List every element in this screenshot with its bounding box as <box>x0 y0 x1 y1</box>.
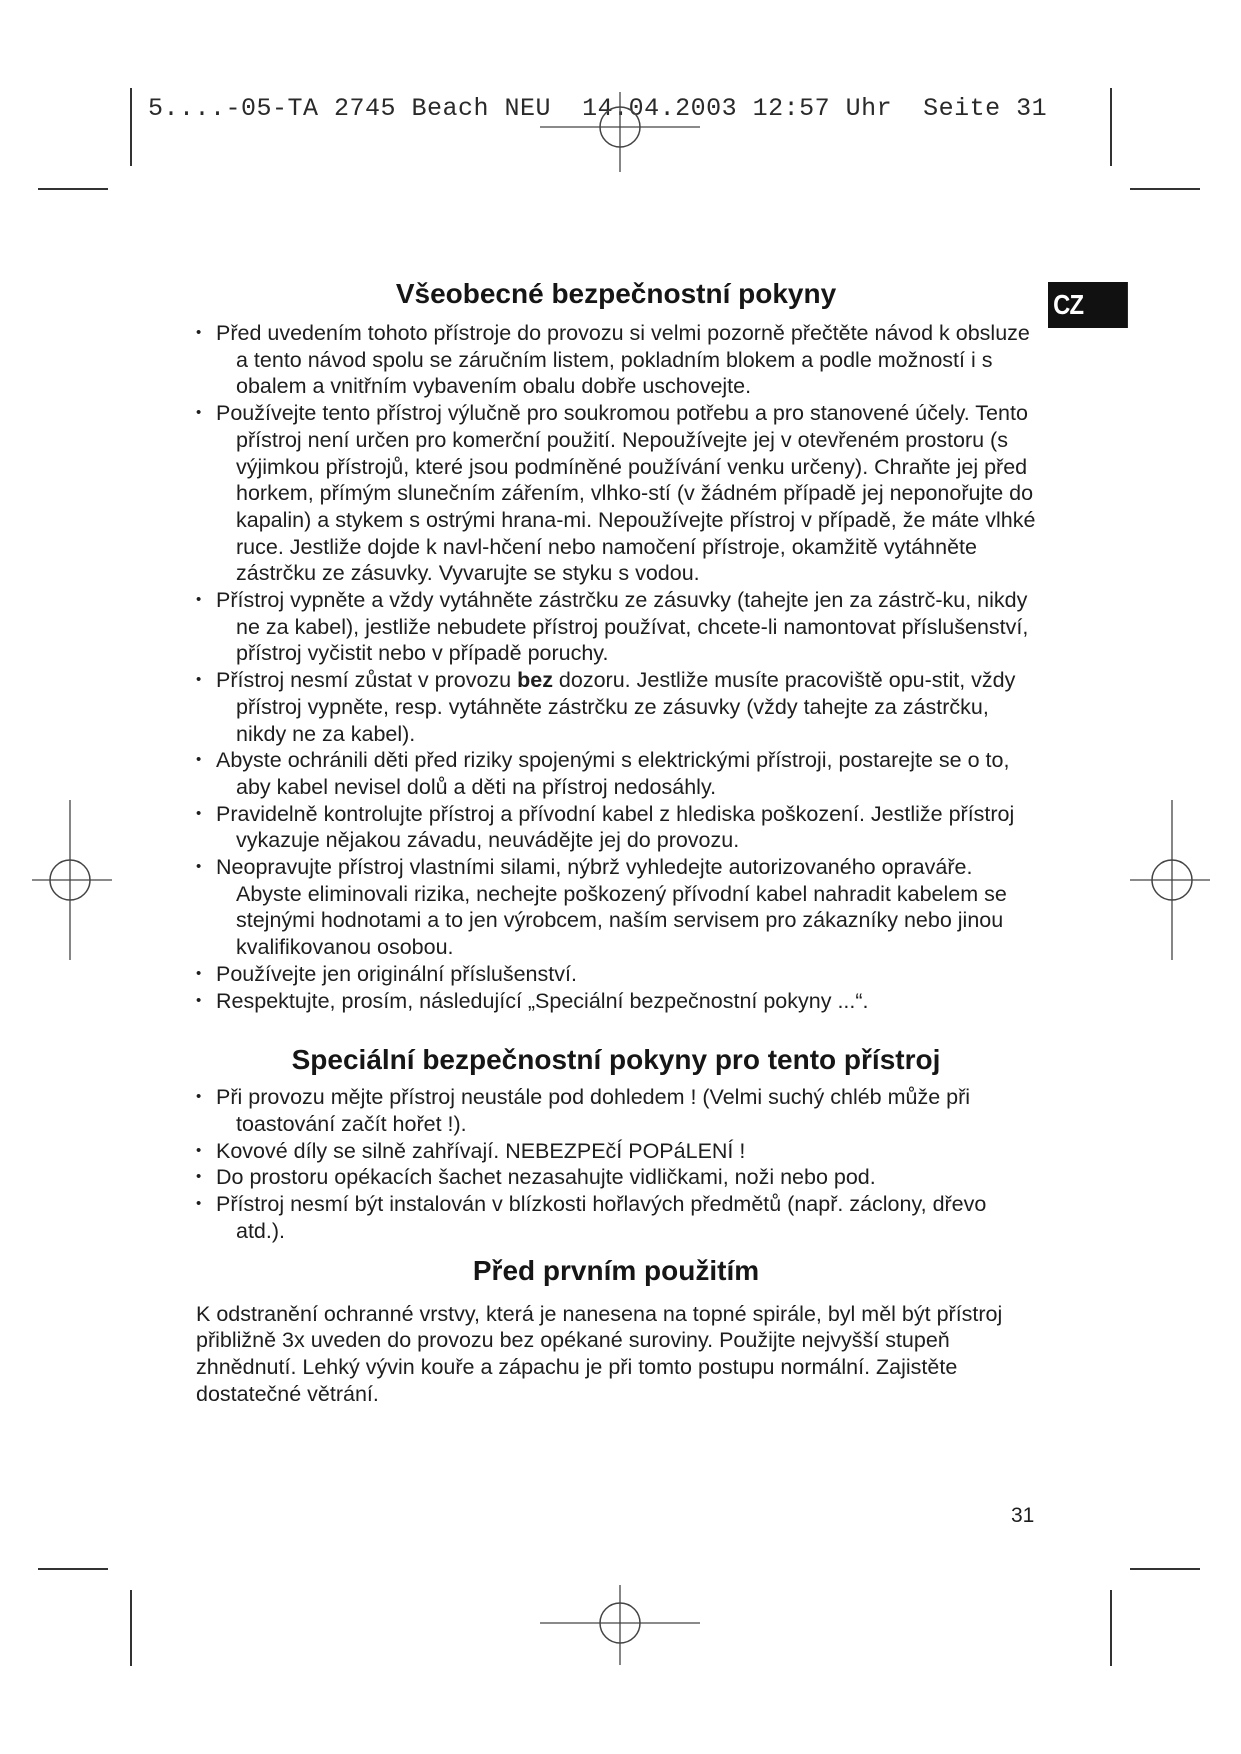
list-item: • Před uvedením tohoto přístroje do provozu si velmi pozorně přečtěte návod k obsluze a tento návod spolu se záručním listem, pokladním blokem a podle možností i s obalem a vnitřním vybavením obalu dobře uschovejte. <box>196 320 1036 400</box>
list-item: • Přístroj vypněte a vždy vytáhněte zástrčku ze zásuvky (tahejte jen za zástrč-ku, nikdy ne za kabel), jestliže nebudete přístroj používat, chcete-li namontovat příslušenství, přístroj vyčistit nebo v případě poruchy. <box>196 587 1036 667</box>
list-item: • Přístroj nesmí být instalován v blízkosti hořlavých předmětů (např. záclony, dřevo atd.). <box>196 1191 1036 1244</box>
print-header: 5....-05-TA 2745 Beach NEU 14.04.2003 12:57 Uhr Seite 31 <box>148 94 1048 123</box>
first-use-paragraph: K odstranění ochranné vrstvy, která je nanesena na topné spirále, byl měl být přístroj přibližně 3x uveden do provozu bez opékané suroviny. Použijte nejvyšší stupeň zhnědnutí. Lehký vývin kouře a zápachu je při tomto postupu normální. Zajistěte dostatečné větrání. <box>196 1301 1003 1406</box>
list-item-text: dozoru. Jestliže musíte pracoviště opu-stit, vždy přístroj vypněte, resp. vytáhněte zástrčku ze zásuvky (vždy tahejte za zástrčku, nikdy ne za kabel). <box>236 668 1016 746</box>
crop-mark <box>130 88 132 166</box>
crop-mark <box>1110 88 1112 166</box>
list-item: • Do prostoru opékacích šachet nezasahujte vidličkami, noži nebo pod. <box>196 1164 1036 1191</box>
registration-mark-icon <box>540 1585 700 1665</box>
emphasis-text: bez <box>517 668 553 693</box>
crop-mark <box>1110 1590 1112 1666</box>
language-badge: CZ <box>1048 282 1128 328</box>
list-item: • Abyste ochránili děti před riziky spojenými s elektrickými přístroji, postarejte se o to, aby kabel nevisel dolů a děti na přístroj nedosáhly. <box>196 747 1036 800</box>
crop-mark <box>38 1568 108 1570</box>
registration-mark-icon <box>32 800 112 960</box>
section-title: Všeobecné bezpečnostní pokyny <box>395 278 837 309</box>
section-title: Před prvním použitím <box>472 1254 760 1286</box>
registration-mark-icon <box>540 92 700 172</box>
page-number: 31 <box>1011 1504 1035 1527</box>
crop-mark <box>38 188 108 190</box>
list-item: • Kovové díly se silně zahřívají. NEBEZPEčÍ POPáLENÍ ! <box>196 1138 1036 1165</box>
list-item: • Při provozu mějte přístroj neustále pod dohledem ! (Velmi suchý chléb může při toastování začít hořet !). <box>196 1084 1036 1137</box>
special-safety-list <box>196 1084 1036 1244</box>
list-item-text: Přístroj nesmí zůstat v provozu <box>216 668 518 693</box>
list-item: • Respektujte, prosím, následující „Speciální bezpečnostní pokyny ...“. <box>196 988 1036 1015</box>
section-title: Speciální bezpečnostní pokyny pro tento přístroj <box>291 1044 941 1076</box>
list-item: • Pravidelně kontrolujte přístroj a přívodní kabel z hlediska poškození. Jestliže přístroj vykazuje nějakou závadu, neuvádějte jej do provozu. <box>196 801 1036 854</box>
main-content <box>196 278 1036 1407</box>
list-item: • Používejte jen originální příslušenství. <box>196 961 1036 988</box>
safety-list <box>196 320 1036 1014</box>
list-item: • Neopravujte přístroj vlastními silami, nýbrž vyhledejte autorizovaného opraváře. Abyste eliminovali rizika, nechejte poškozený přívodní kabel nahradit kabelem se stejnými hodnotami a to jen výrobcem, naším servisem pro zákazníky nebo jinou kvalifikovanou osobou. <box>196 854 1036 961</box>
crop-mark <box>1130 1568 1200 1570</box>
crop-mark <box>1130 188 1200 190</box>
list-item <box>196 667 1036 747</box>
list-item: • Používejte tento přístroj výlučně pro soukromou potřebu a pro stanovené účely. Tento přístroj není určen pro komerční použití. Nepoužívejte jej v otevřeném prostoru (s výjimkou přístrojů, které jsou podmíněné používání venku určeny). Chraňte jej před horkem, přímým slunečním zářením, vlhko-stí (v žádném případě jej neponořujte do kapalin) a stykem s ostrými hrana-mi. Nepoužívejte přístroj v případě, že máte vlhké ruce. Jestliže dojde k navl-hčení nebo namočení přístroje, okamžitě vytáhněte zástrčku ze zásuvky. Vyvarujte se styku s vodou. <box>196 400 1036 587</box>
crop-mark <box>130 1590 132 1666</box>
registration-mark-icon <box>1130 800 1210 960</box>
